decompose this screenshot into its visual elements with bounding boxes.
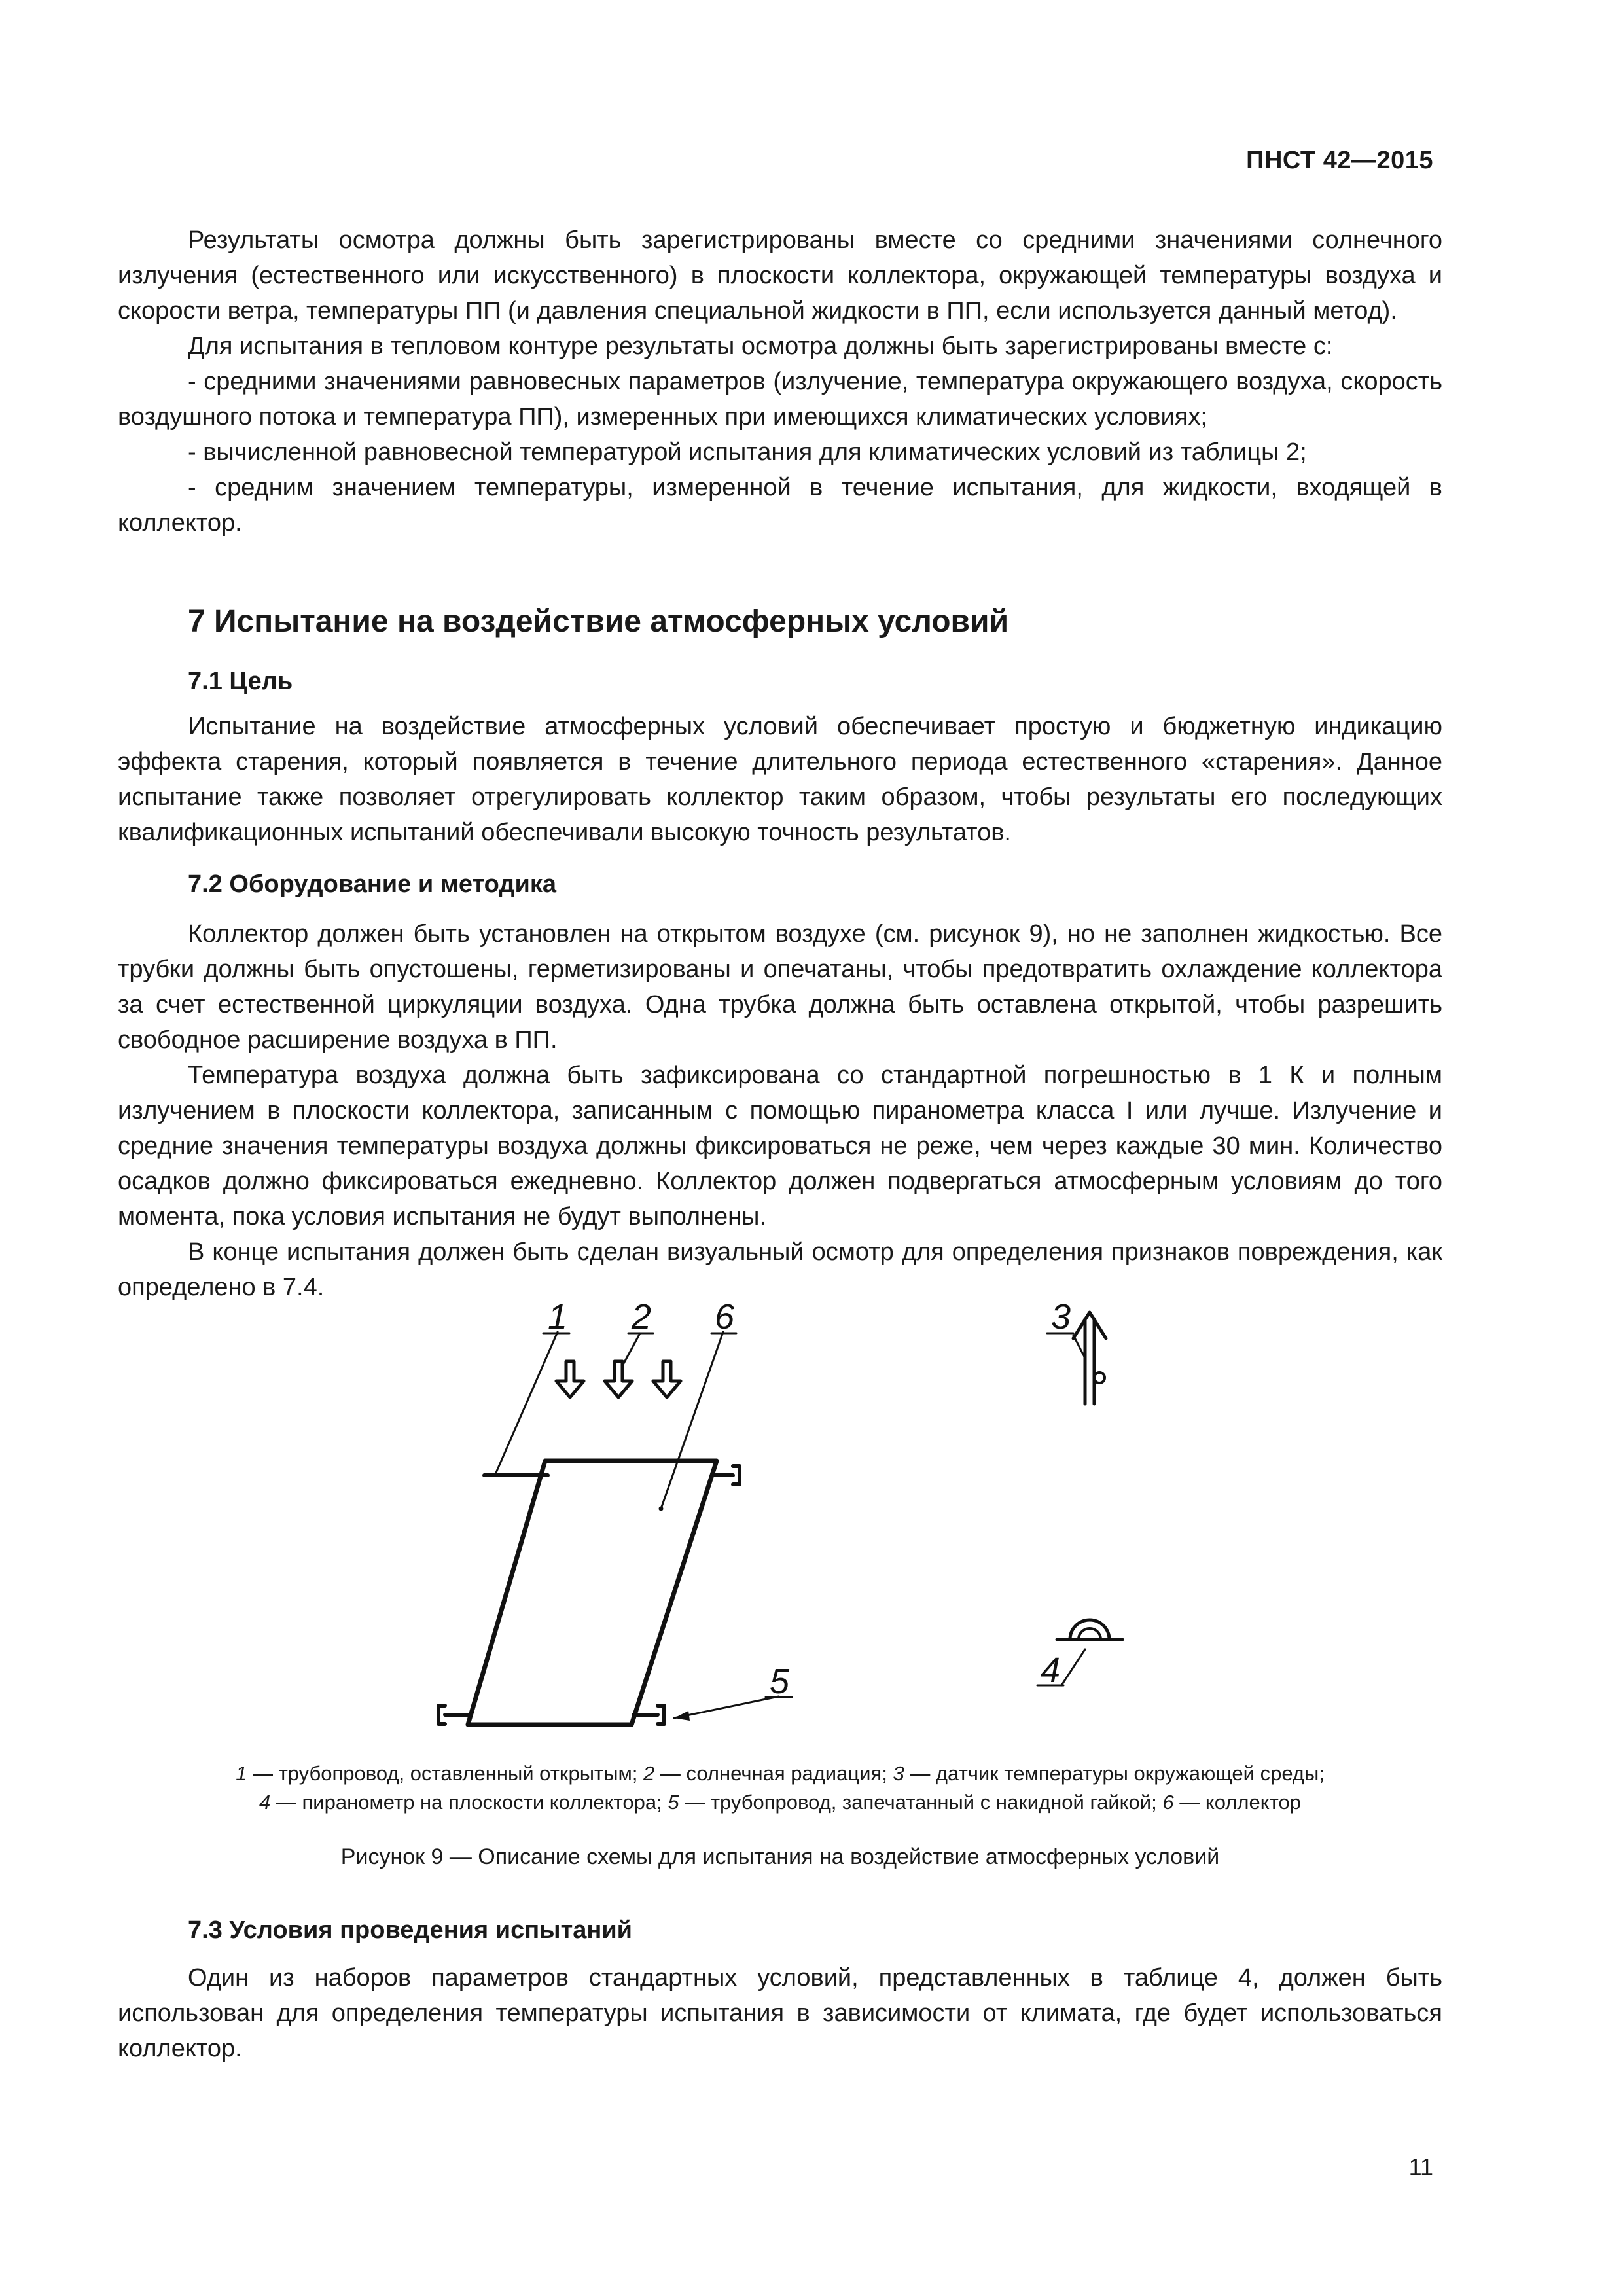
callout-label: 4 bbox=[1041, 1651, 1061, 1690]
paragraph: В конце испытания должен быть сделан визуальный осмотр для определения признаков повреждения, как определено в 7.4. bbox=[118, 1238, 1442, 1301]
pipe-fitting-bottom-left bbox=[438, 1706, 471, 1724]
subsection-heading: 7.1 Цель bbox=[188, 668, 293, 695]
leader-line-2 bbox=[623, 1333, 640, 1365]
temperature-sensor-icon bbox=[1073, 1312, 1106, 1404]
paragraph: Испытание на воздействие атмосферных условий обеспечивает простую и бюджетную индикацию эффекта старения, который появляется в течение длительного периода естественного «старения». Данное испытание также позволяет отрегулировать коллектор таким образом, чтобы результаты его последующих квалификационных испытаний обеспечивали высокую точность результатов. bbox=[118, 713, 1442, 846]
list-item: - вычисленной равновесной температурой испытания для климатических условий из таблицы 2; bbox=[188, 439, 1307, 466]
leader-line-6 bbox=[661, 1332, 723, 1509]
subsection-heading: 7.3 Условия проведения испытаний bbox=[188, 1916, 633, 1944]
document-code: ПНСТ 42—2015 bbox=[1246, 147, 1433, 174]
legend-line: 1 — трубопровод, оставленный открытым; 2 — солнечная радиация; 3 — датчик температуры окружающей среды; bbox=[236, 1762, 1325, 1785]
figure-legend bbox=[118, 1759, 1442, 1817]
pyranometer-icon bbox=[1057, 1620, 1122, 1685]
solar-arrow bbox=[556, 1361, 584, 1397]
callout-label: 6 bbox=[715, 1297, 735, 1336]
paragraph: Температура воздуха должна быть зафиксирована со стандартной погрешностью в 1 К и полным излучением в плоскости коллектора, записанным с помощью пиранометра класса I или лучше. Излучение и средние значения температуры воздуха должны фиксироваться не реже, чем через каждые 30 мин. Количество осадков должно фиксироваться ежедневно. Коллектор должен подвергаться атмосферным условиям до того момента, пока условия испытания не будут выполнены. bbox=[118, 1062, 1442, 1230]
collector-panel bbox=[468, 1461, 717, 1725]
callout-label: 5 bbox=[770, 1662, 790, 1701]
callout-label: 1 bbox=[548, 1297, 568, 1336]
callout-label: 3 bbox=[1051, 1297, 1071, 1336]
intro-text bbox=[118, 223, 1442, 541]
list-item: - средним значением температуры, измеренной в течение испытания, для жидкости, входящей в коллектор. bbox=[118, 474, 1442, 537]
section-7-2-text bbox=[118, 916, 1442, 1305]
section-7-3-text bbox=[118, 1960, 1442, 2066]
callout-label: 2 bbox=[632, 1297, 652, 1336]
paragraph: Один из наборов параметров стандартных условий, представленных в таблице 4, должен быть использован для определения температуры испытания в зависимости от климата, где будет использоваться коллектор. bbox=[118, 1964, 1442, 2062]
section-heading: 7 Испытание на воздействие атмосферных условий bbox=[188, 604, 1009, 639]
figure-9-diagram bbox=[393, 1293, 1217, 1751]
paragraph: Результаты осмотра должны быть зарегистрированы вместе со средними значениями солнечного излучения (естественного или искусственного) в плоскости коллектора, окружающей температуры воздуха и скорости ветра, температуры ПП (и давления специальной жидкости в ПП, если используется данный метод). bbox=[118, 226, 1442, 325]
leader-line-1 bbox=[496, 1332, 558, 1473]
solar-arrow bbox=[605, 1361, 632, 1397]
legend-line: 4 — пиранометр на плоскости коллектора; 5 — трубопровод, запечатанный с накидной гайкой; 6 — коллектор bbox=[259, 1791, 1301, 1814]
page-number: 11 bbox=[1408, 2153, 1433, 2180]
paragraph: Для испытания в тепловом контуре результаты осмотра должны быть зарегистрированы вместе с: bbox=[188, 332, 1333, 360]
figure-caption: Рисунок 9 — Описание схемы для испытания на воздействие атмосферных условий bbox=[340, 1844, 1220, 1869]
paragraph: Коллектор должен быть установлен на открытом воздухе (см. рисунок 9), но не заполнен жидкостью. Все трубки должны быть опустошены, герметизированы и опечатаны, чтобы предотвратить охлаждение коллектора за счет естественной циркуляции воздуха. Одна трубка должна быть оставлена открытой, чтобы разрешить свободное расширение воздуха в ПП. bbox=[118, 920, 1442, 1054]
section-7-1-text bbox=[118, 709, 1442, 850]
list-item: - средними значениями равновесных параметров (излучение, температура окружающего воздуха, скорость воздушного потока и температура ПП), измеренных при имеющихся климатических условиях; bbox=[118, 368, 1442, 431]
subsection-heading: 7.2 Оборудование и методика bbox=[188, 870, 556, 898]
solar-arrow bbox=[653, 1361, 681, 1397]
leader-line-5 bbox=[674, 1696, 779, 1718]
